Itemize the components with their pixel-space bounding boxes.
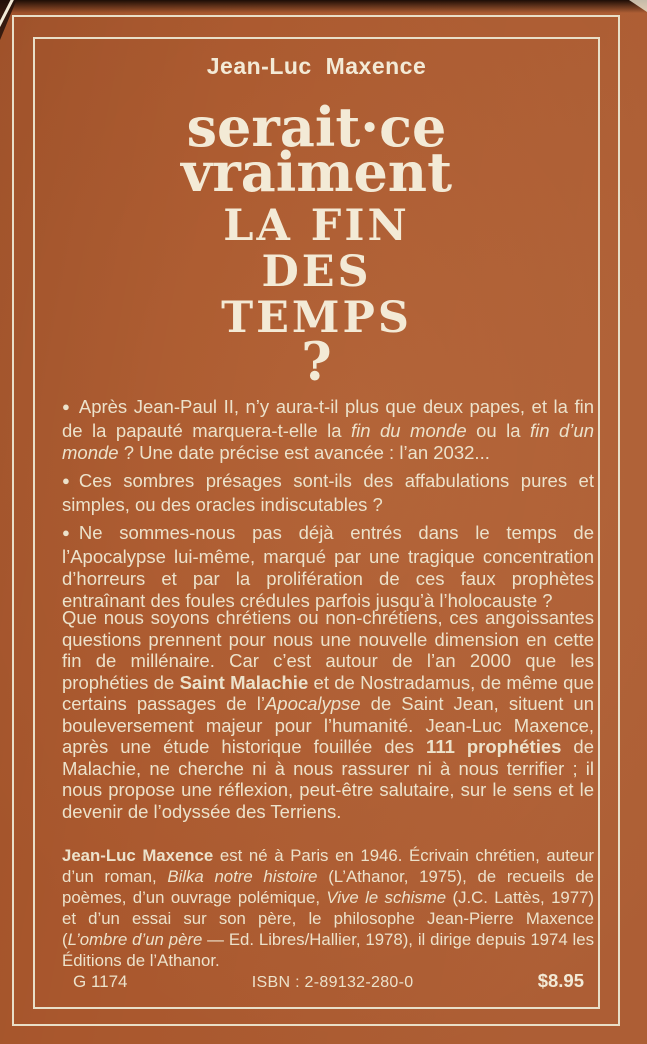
book-title — [35, 95, 598, 393]
isbn-label: ISBN : 2-89132-280-0 — [251, 974, 414, 991]
title-caps-block — [35, 203, 598, 341]
title-line-caps-1: LA FIN — [223, 201, 410, 251]
title-question-mark: ? — [301, 332, 332, 393]
bullet-item: ● Ces sombres présages sont-ils des affabulations pures et simples, ou des oracles indiscutables ? — [62, 470, 594, 515]
title-line-caps-3: TEMPS — [221, 293, 412, 343]
bullet-list — [62, 396, 594, 618]
bio-paragraph: Jean-Luc Maxence est né à Paris en 1946. Écrivain chrétien, auteur d’un roman, Bilka notre histoire (L’Athanor, 1975), de recueils de poèmes, d’un ouvrage polémique, Vive le schisme (J.C. Lattès, 1977) et d’un essai sur son père, le philosophe Jean-Pierre Maxence (L’ombre d’un père — Ed. Libres/Hallier, 1978), il dirige depuis 1974 les Éditions de l’Athanor. — [62, 846, 595, 970]
author-name: Jean-Luc Maxence — [206, 53, 427, 79]
bullet-item: ● Ne sommes-nous pas déjà entrés dans le temps de l’Apocalypse lui-même, marqué par une tragique concentration d’horreurs et par la prolifération de ces faux prophètes entraînant des foules crédules parfois jusqu’à l’holocauste ? — [62, 522, 594, 611]
footer-row — [73, 970, 584, 992]
inner-frame — [33, 37, 600, 1009]
title-line-caps-2: DES — [261, 247, 372, 297]
bio-section — [62, 845, 594, 971]
scan-shadow-top — [0, 0, 647, 13]
synopsis-section — [62, 607, 594, 822]
price-label: $8.95 — [537, 970, 584, 991]
catalog-code: G 1174 — [73, 972, 128, 991]
synopsis-paragraph: Que nous soyons chrétiens ou non-chrétiens, ces angoissantes questions prennent pour nous une nouvelle dimension en cette fin de millénaire. Car c’est autour de l’an 2000 que les prophéties de Saint Malachie et de Nostradamus, de même que certains passages de l’Apocalypse de Saint Jean, situent un bouleversement majeur pour l’humanité. Jean-Luc Maxence, après une étude historique fouillée des 111 prophéties de Malachie, ne cherche ni à nous rassurer ni à nous terrifier ; il nous propose une réflexion, peut-être salutaire, sur le sens et le devenir de l’odyssée des Terriens. — [62, 607, 595, 822]
title-line-script-1: serait·ce — [186, 95, 447, 159]
title-line-script-2: vraiment — [180, 140, 453, 204]
bullet-item: ● Après Jean-Paul II, n’y aura-t-il plus que deux papes, et la fin de la papauté marquera-t-elle la fin du monde ou la fin d’un monde ? Une date précise est avancée : l’an 2032... — [62, 396, 594, 463]
